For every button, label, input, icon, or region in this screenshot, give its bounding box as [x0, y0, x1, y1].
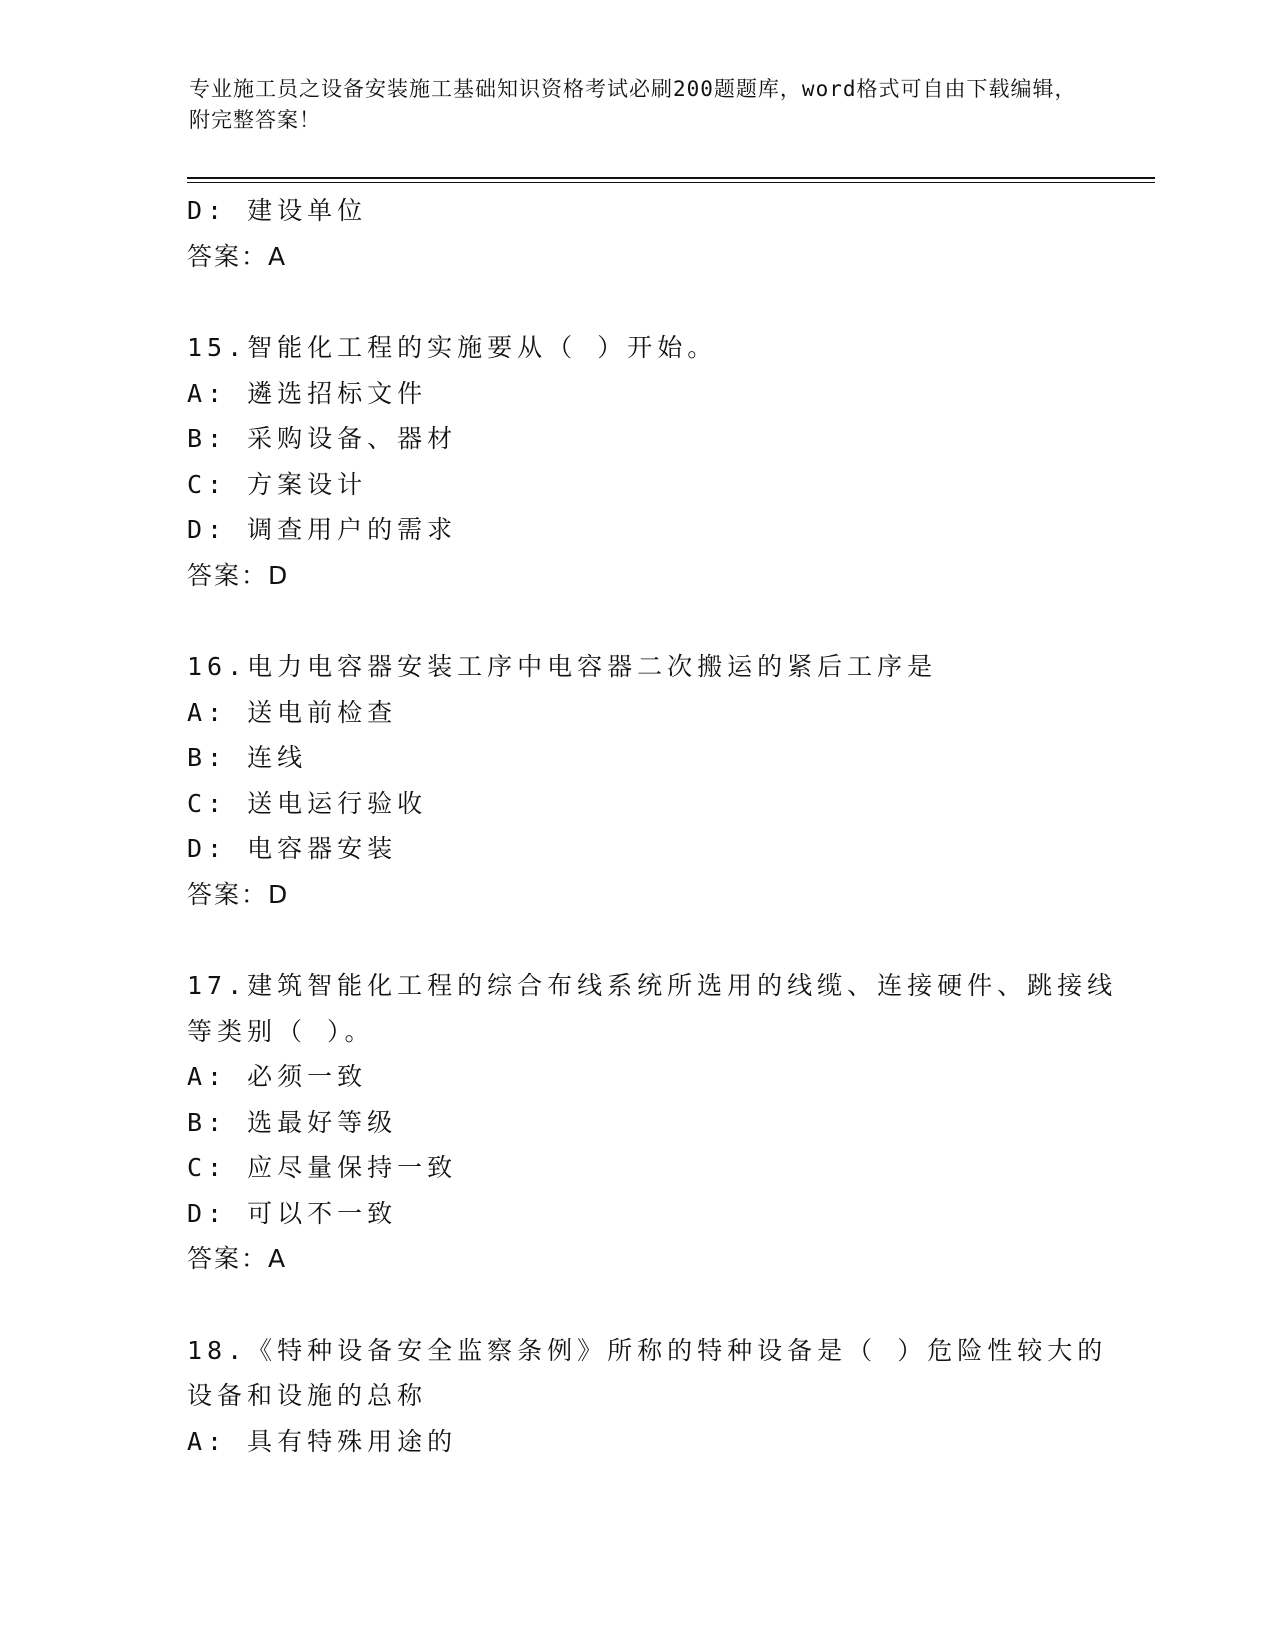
question-18: [187, 1328, 1108, 1465]
question-stem-line-1: 18.《特种设备安全监察条例》所称的特种设备是（ ）危险性较大的: [187, 1335, 1108, 1365]
option-d: D: 电容器安装: [187, 834, 398, 863]
answer-line: 答案：A: [187, 1244, 288, 1273]
answer-line: 答案：D: [187, 879, 290, 909]
option-a: A: 必须一致: [187, 1062, 368, 1091]
option-b: B: 选最好等级: [187, 1107, 398, 1137]
question-17: [187, 963, 1118, 1282]
document-header: 专业施工员之设备安装施工基础知识资格考试必刷200题题库，word格式可自由下载编辑，附完整答案！: [189, 77, 1077, 132]
option-a: A: 具有特殊用途的: [187, 1426, 458, 1456]
option-b: B: 采购设备、器材: [187, 424, 458, 453]
question-14-tail: [187, 188, 1087, 279]
question-stem-line-2: 设备和设施的总称: [187, 1381, 428, 1410]
answer-line: 答案：D: [187, 560, 290, 590]
option-a: A: 遴选招标文件: [187, 378, 428, 408]
answer-line: 答案：A: [187, 241, 288, 271]
document-body: [187, 188, 1118, 1464]
option-a: A: 送电前检查: [187, 697, 398, 727]
header-divider-thick: [187, 177, 1155, 179]
option-c: C: 送电运行验收: [187, 788, 428, 818]
question-16: [187, 644, 1087, 917]
question-15: [187, 325, 1087, 598]
question-stem: 15.智能化工程的实施要从（ ）开始。: [187, 333, 718, 362]
question-stem-line-1: 17.建筑智能化工程的综合布线系统所选用的线缆、连接硬件、跳接线: [187, 971, 1118, 1000]
option-b: B: 连线: [187, 743, 308, 772]
option-d: D: 调查用户的需求: [187, 515, 458, 544]
question-stem-line-2: 等类别（ ）。: [187, 1016, 375, 1046]
header-divider-thin: [187, 182, 1155, 183]
option-c: C: 应尽量保持一致: [187, 1153, 458, 1182]
question-stem: 16.电力电容器安装工序中电容器二次搬运的紧后工序是: [187, 652, 938, 681]
option-c: C: 方案设计: [187, 469, 368, 499]
option-d: D: 可以不一致: [187, 1198, 398, 1228]
option-d: D: 建设单位: [187, 196, 368, 225]
